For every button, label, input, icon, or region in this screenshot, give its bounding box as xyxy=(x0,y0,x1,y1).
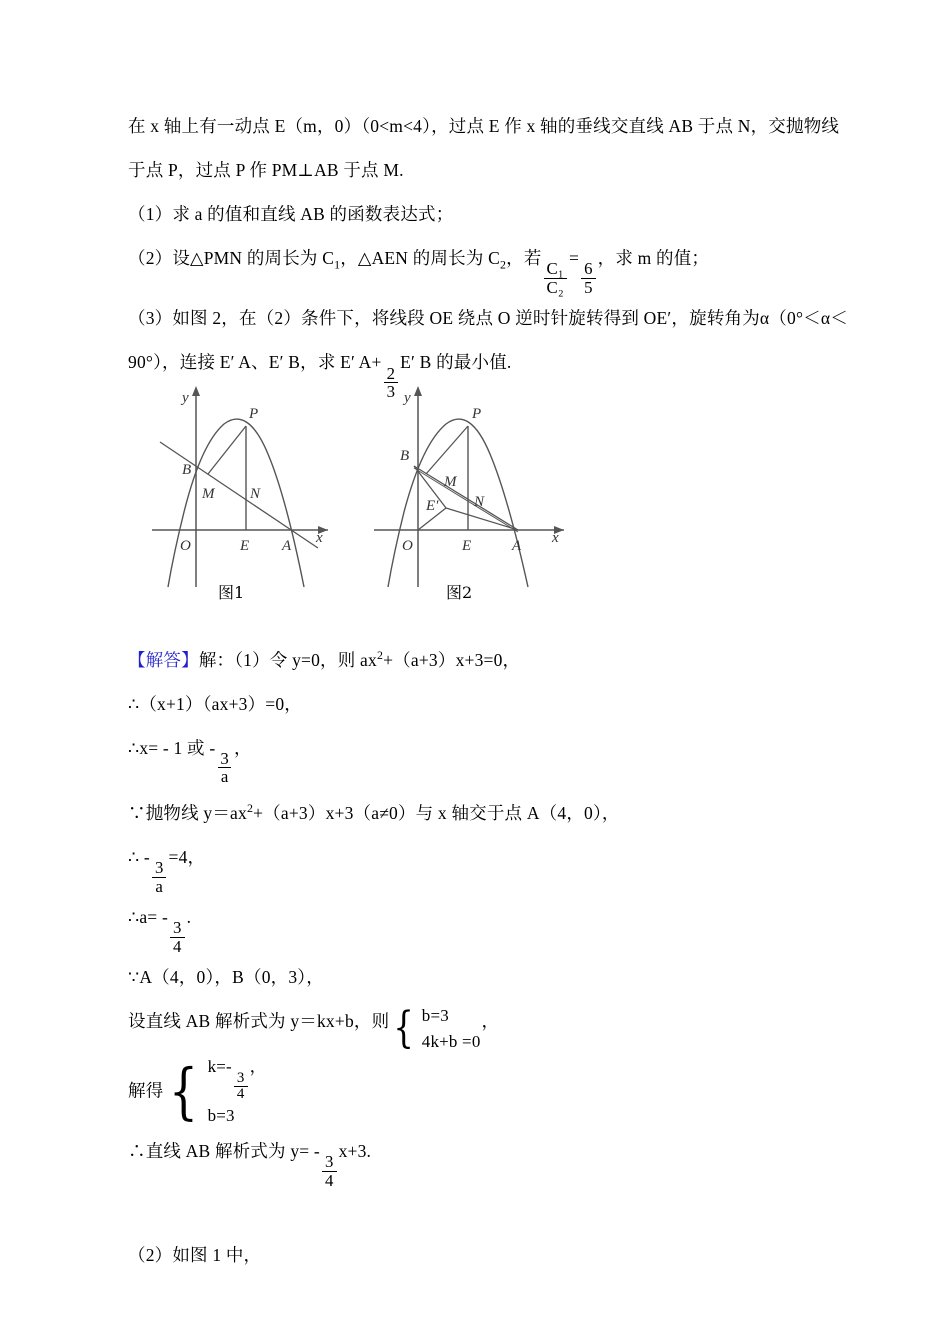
k-prefix: k=- xyxy=(207,1057,232,1077)
coefficient-denominator: 3 xyxy=(384,382,399,400)
solution-line-3 xyxy=(128,726,834,786)
figure-2-segment-EprimeA xyxy=(446,508,518,530)
ratio-equals: = xyxy=(568,248,580,268)
ratio-fraction-c1-c2 xyxy=(544,260,567,296)
solution-text-11: （2）如图 1 中， xyxy=(128,1245,262,1266)
stem-text-2: 于点 P，过点 P 作 PM⊥AB 于点 M. xyxy=(128,160,404,180)
ratio-value-numerator: 6 xyxy=(584,259,593,279)
fraction-three-fourths-line xyxy=(322,1153,337,1189)
solution-line-11 xyxy=(128,1233,834,1277)
figure-2-parabola xyxy=(388,419,528,587)
system-row-b-equals-3: b=3 xyxy=(421,1006,449,1026)
fraction-3a2-numerator: 3 xyxy=(154,858,164,878)
solution-line-1 xyxy=(128,633,834,682)
solution-line-10 xyxy=(128,1129,834,1189)
linear-system-brace-1 xyxy=(390,1003,480,1054)
figure-2-y-arrow xyxy=(414,386,422,396)
part-3-text-2b: E′ B 的最小值. xyxy=(400,352,512,373)
solution-text-3a: ∴x= - 1 或 - xyxy=(128,737,216,758)
system-row-b-value: b=3 xyxy=(207,1105,235,1125)
figure-1-label-M: M xyxy=(202,486,215,502)
solution-text-6b: . xyxy=(186,907,192,928)
figure-2-label-x-axis: x xyxy=(552,530,559,546)
figure-2 xyxy=(368,382,598,602)
part-2-text-d: ，求 m 的值； xyxy=(597,248,710,268)
figure-1-label-E: E xyxy=(240,538,250,554)
fraction-3a-denominator: a xyxy=(218,767,232,785)
problem-stem-line-2 xyxy=(128,148,834,192)
solution-exponent-1: 2 xyxy=(376,647,384,662)
solution-tag: 【解答】 xyxy=(128,649,199,670)
solution-text-8b: ， xyxy=(481,1011,500,1032)
solution-line-7 xyxy=(128,955,834,999)
fraction-three-fourths-k xyxy=(234,1071,248,1103)
brace-glyph-2: { xyxy=(169,1055,199,1127)
solution-text-8a: 设直线 AB 解析式为 y＝kx+b，则 xyxy=(128,1011,390,1032)
part-2-subscript-1: 1 xyxy=(334,257,341,272)
figure-2-caption: 图2 xyxy=(446,583,473,602)
figure-1-label-O: O xyxy=(180,538,191,554)
solution-text-5b: =4， xyxy=(168,846,206,867)
figure-1-svg xyxy=(146,382,376,597)
problem-part-2 xyxy=(128,236,834,296)
part-2-text-c: ，若 xyxy=(506,248,542,268)
fraction-three-fourths-a xyxy=(170,919,185,955)
figure-1-label-y-axis: y xyxy=(182,390,189,406)
system-rows-2 xyxy=(203,1054,267,1129)
figure-1-line-AB xyxy=(160,442,318,548)
solution-text-5a: ∴ - xyxy=(128,846,150,867)
solution-text-7: ∵A（4，0），B（0，3）， xyxy=(128,967,324,988)
figure-2-label-A: A xyxy=(512,538,522,554)
solution-text-10a: ∴直线 AB 解析式为 y= - xyxy=(128,1140,320,1161)
part-3-text-1: （3）如图 2，在（2）条件下，将线段 OE 绕点 O 逆时针旋转得到 OE′，旋转角为α（0°＜α＜ xyxy=(128,308,848,329)
figure-2-label-M: M xyxy=(444,474,457,490)
k-suffix: ， xyxy=(249,1057,267,1077)
fraction-3a2-denominator: a xyxy=(152,877,166,895)
solution-text-2: ∴（x+1）（ax+3）=0， xyxy=(128,693,303,714)
ratio-numerator: C₁ xyxy=(546,259,564,279)
problem-and-solution-body xyxy=(128,104,848,1277)
solution-text-10b: x+3. xyxy=(338,1140,372,1161)
system-row-4k-plus-b: 4k+b =0 xyxy=(421,1031,481,1051)
figure-2-label-B: B xyxy=(400,448,410,464)
fraction-34a-numerator: 3 xyxy=(172,918,182,938)
problem-stem-line-1 xyxy=(128,104,840,148)
solution-line-8 xyxy=(128,999,834,1054)
fraction-three-over-a-2 xyxy=(152,859,167,895)
solution-line-9 xyxy=(128,1054,834,1129)
ratio-denominator: C₂ xyxy=(544,278,567,296)
solution-text-3b: ， xyxy=(233,737,252,758)
solution-line-2 xyxy=(128,682,834,726)
solution-text-9a: 解得 xyxy=(128,1080,164,1101)
stem-text-1: 在 x 轴上有一动点 E（m，0）（0<m<4），过点 E 作 x 轴的垂线交直线 AB 于点 N，交抛物线 xyxy=(128,116,840,136)
figure-2-svg xyxy=(368,382,598,597)
figure-1-caption: 图1 xyxy=(218,583,245,602)
fraction-34a-denominator: 4 xyxy=(170,937,185,955)
solution-text-6a: ∴a= - xyxy=(128,907,168,928)
system-rows-1 xyxy=(417,1003,481,1054)
part-1-text: （1）求 a 的值和直线 AB 的函数表达式； xyxy=(128,204,454,224)
solution-exponent-2: 2 xyxy=(246,800,254,815)
figure-2-segment-PM xyxy=(426,426,468,474)
brace-glyph-1: { xyxy=(393,1003,415,1054)
ratio-value-denominator: 5 xyxy=(581,278,596,296)
figure-1-parabola xyxy=(168,419,304,587)
figure-2-label-P: P xyxy=(472,406,482,422)
figure-1-label-x-axis: x xyxy=(316,530,323,546)
figure-1-label-A: A xyxy=(282,538,292,554)
solution-text-4b: +（a+3）x+3（a≠0）与 x 轴交于点 A（4，0）， xyxy=(253,802,620,823)
fraction-3a-numerator: 3 xyxy=(220,748,229,768)
solution-text-1b: +（a+3）x+3=0， xyxy=(383,649,521,670)
solution-line-4 xyxy=(128,786,834,835)
problem-part-1 xyxy=(128,192,834,236)
ratio-value-fraction xyxy=(581,260,596,296)
figure-2-label-N: N xyxy=(474,494,485,510)
figures-row xyxy=(128,382,834,614)
system-row-k-value xyxy=(208,1054,267,1102)
solution-text-4a: ∵抛物线 y＝ax xyxy=(128,802,247,823)
figure-1-segment-PM xyxy=(208,426,246,474)
coefficient-numerator: 2 xyxy=(386,363,396,383)
figure-1-label-N: N xyxy=(250,486,261,502)
part-2-subscript-2: 2 xyxy=(499,257,507,272)
fraction-34k-denominator: 4 xyxy=(234,1086,248,1103)
figure-2-label-y-axis: y xyxy=(404,390,411,406)
fraction-three-over-a xyxy=(217,750,232,786)
linear-system-brace-2 xyxy=(164,1054,266,1129)
figure-1 xyxy=(146,382,376,602)
blank-line xyxy=(128,1189,834,1233)
fraction-34l-numerator: 3 xyxy=(324,1152,334,1172)
part-2-text-a: （2）设△PMN 的周长为 C xyxy=(128,248,335,268)
solution-line-6 xyxy=(128,895,834,955)
figure-1-y-arrow xyxy=(192,386,200,396)
figure-1-label-B: B xyxy=(182,462,192,478)
part-3-text-2a: 90°），连接 E′ A、E′ B，求 E′ A+ xyxy=(128,352,382,373)
problem-part-3-line-1 xyxy=(128,296,848,340)
solution-line-5 xyxy=(128,835,834,895)
figure-2-label-O: O xyxy=(402,538,413,554)
figure-2-label-E: E xyxy=(462,538,472,554)
solution-text-1a: 解：（1）令 y=0，则 ax xyxy=(198,649,377,670)
figure-2-label-E-prime: E′ xyxy=(426,498,439,514)
figure-1-label-P: P xyxy=(249,406,259,422)
fraction-34k-numerator: 3 xyxy=(236,1069,245,1086)
part-2-text-b: ，△AEN 的周长为 C xyxy=(340,248,500,268)
fraction-34l-denominator: 4 xyxy=(322,1171,337,1189)
